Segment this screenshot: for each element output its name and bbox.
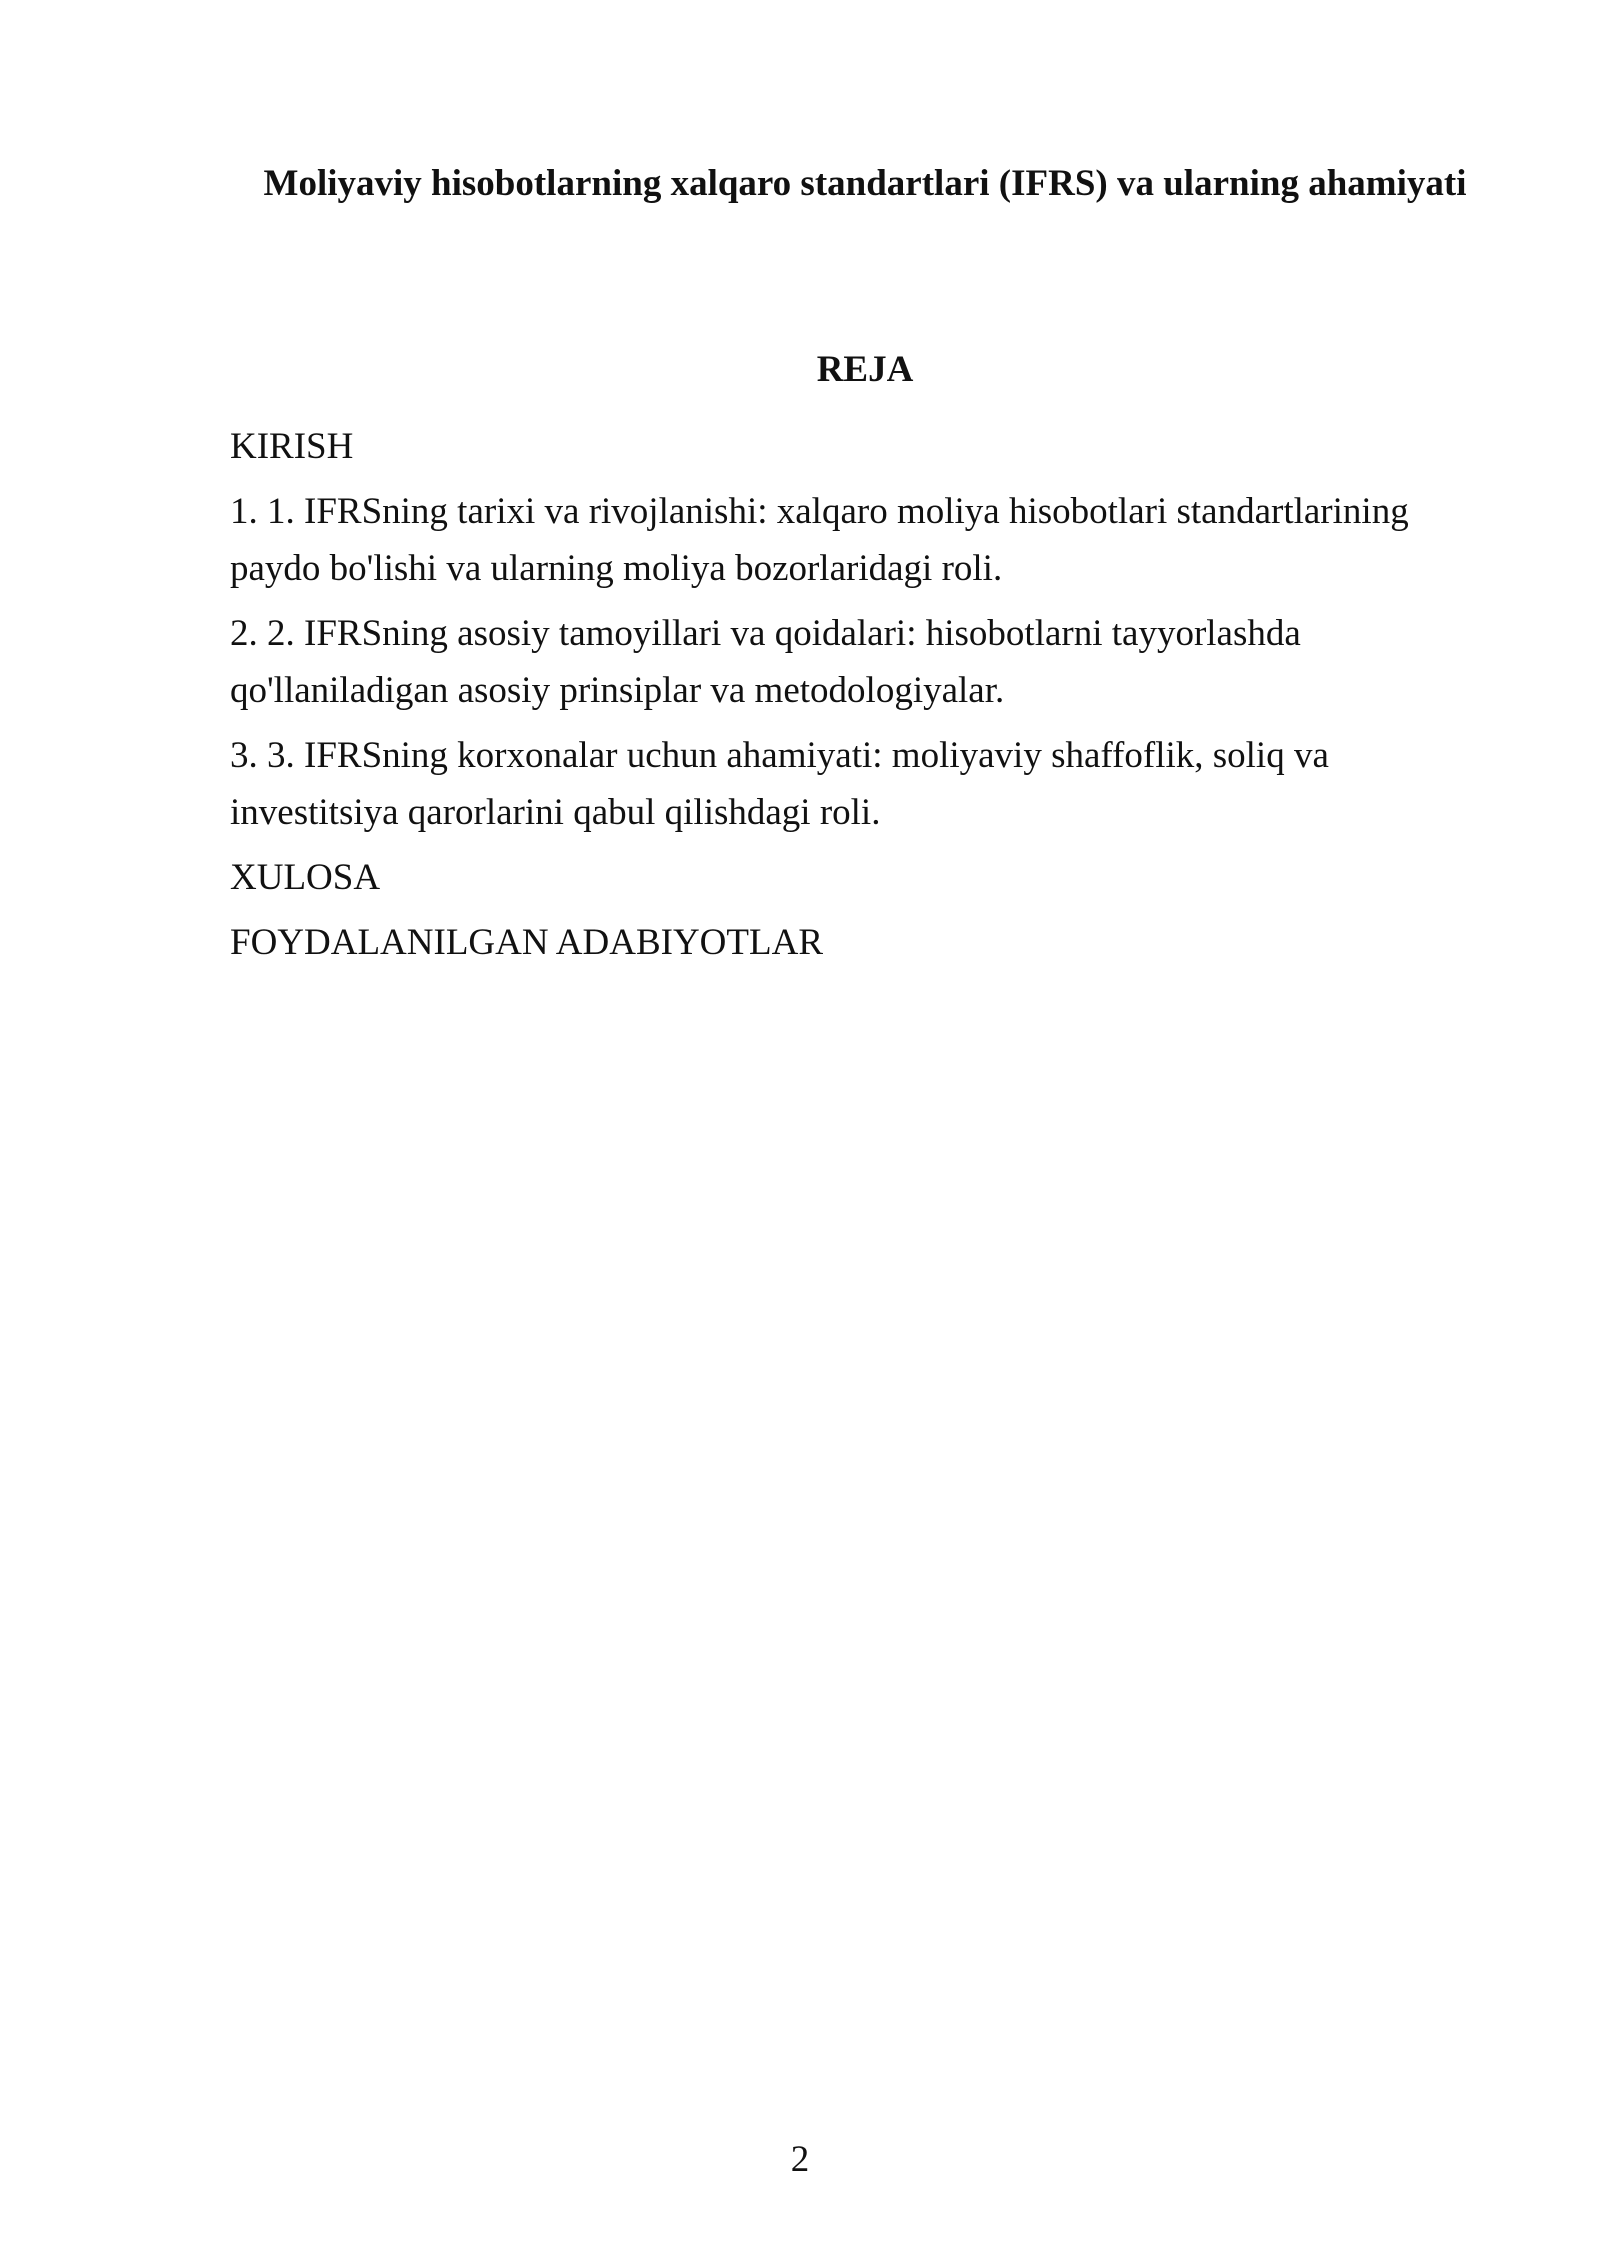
toc-item-references: FOYDALANILGAN ADABIYOTLAR bbox=[230, 922, 823, 963]
toc-item-chapter-3: 3. 3. IFRSning korxonalar uchun ahamiyati: moliyaviy shaffoflik, soliq va investitsiya qarorlarini qabul qilishdagi roli. bbox=[230, 735, 1329, 833]
table-of-contents bbox=[230, 418, 1500, 979]
toc-item-conclusion: XULOSA bbox=[230, 857, 381, 898]
toc-item-introduction: KIRISH bbox=[230, 426, 354, 467]
page-number: 2 bbox=[790, 2139, 810, 2180]
plan-heading: REJA bbox=[816, 349, 914, 390]
toc-item-chapter-2: 2. 2. IFRSning asosiy tamoyillari va qoidalari: hisobotlarni tayyorlashda qo'llaniladigan asosiy prinsiplar va metodologiyalar. bbox=[230, 613, 1301, 711]
document-title: Moliyaviy hisobotlarning xalqaro standartlari (IFRS) va ularning ahamiyati bbox=[263, 163, 1467, 204]
toc-item-chapter-1: 1. 1. IFRSning tarixi va rivojlanishi: xalqaro moliya hisobotlari standartlarining paydo bo'lishi va ularning moliya bozorlaridagi roli. bbox=[230, 491, 1409, 589]
